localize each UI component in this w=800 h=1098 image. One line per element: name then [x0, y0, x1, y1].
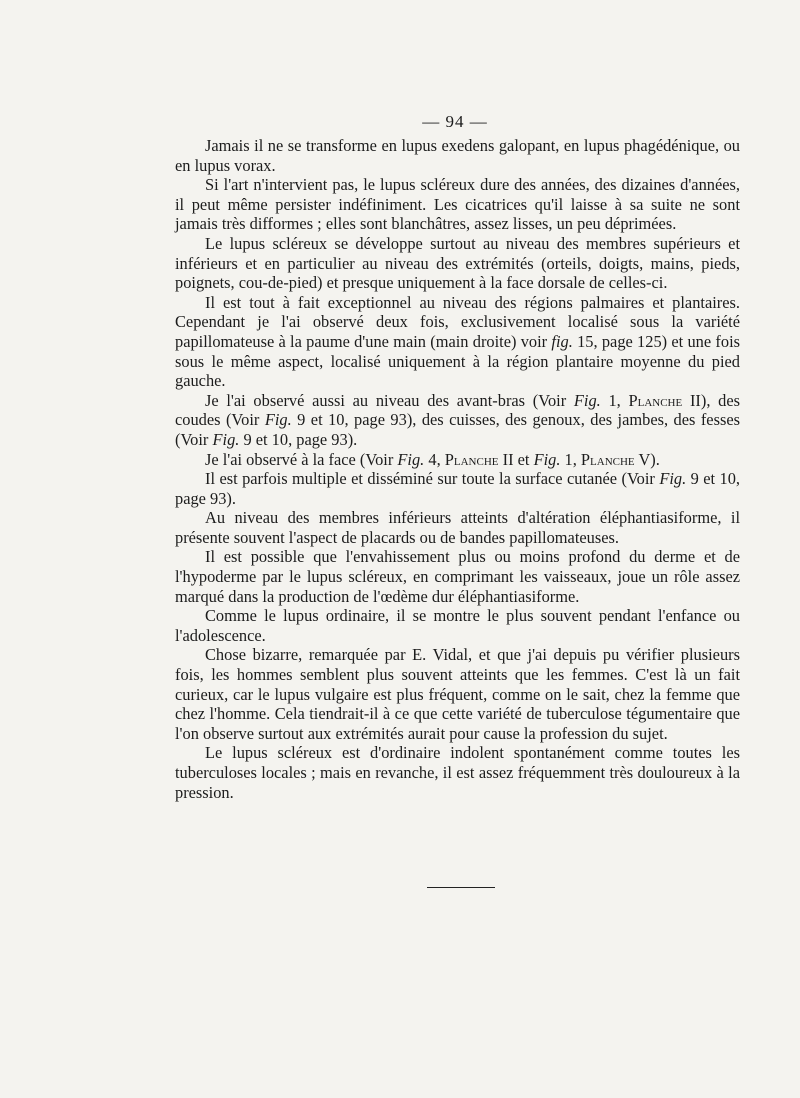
text-segment: 4, — [424, 449, 445, 469]
text-segment: 9 et 10, page 93), des cuisses, des genoux, des jambes, des fesses (Voir — [175, 410, 740, 449]
body-text — [175, 136, 740, 802]
paragraph — [175, 645, 740, 743]
text-segment: 1, — [600, 390, 629, 410]
paragraph — [175, 136, 740, 175]
text-segment: Le lupus scléreux se développe surtout au niveau des membres supérieurs et inférieurs et en particulier au niveau des extrémités (orteils, doigts, mains, pieds, poignets, cou-de-pied) et presque uniquement à la face dorsale de celles-ci. — [175, 233, 740, 293]
paragraph — [175, 743, 740, 802]
text-segment: Je l'ai observé aussi au niveau des avant-bras (Voir — [205, 390, 574, 410]
text-segment: Au niveau des membres inférieurs atteints d'altération éléphantiasiforme, il présente souvent l'aspect de placards ou de bandes papillomateuses. — [175, 508, 740, 547]
text-segment: Fig. — [264, 410, 292, 430]
text-segment: Le lupus scléreux est d'ordinaire indolent spontanément comme toutes les tuberculoses locales ; mais en revanche, il est assez fréquemment très douloureux à la pression. — [175, 743, 740, 802]
text-segment: Fig. — [573, 390, 601, 410]
text-segment: Jamais il ne se transforme en lupus exedens galopant, en lupus phagédénique, ou en lupus vorax. — [175, 136, 740, 175]
page-number: — 94 — — [422, 112, 488, 131]
text-segment: 9 et 10, page 93). — [175, 469, 740, 508]
text-segment: Chose bizarre, remarquée par E. Vidal, et que j'ai depuis pu vérifier plusieurs fois, les hommes semblent plus souvent atteints que les femmes. C'est là un fait curieux, car le lupus vulgaire est plus fréquent, comme on le sait, chez la femme que chez l'homme. Cela tiendrait-il à ce que cette variété de tuberculose tégumentaire que l'on observe surtout aux extrémités aurait pour cause la profession du sujet. — [175, 645, 740, 743]
paragraph — [175, 450, 740, 470]
text-segment: V). — [634, 449, 660, 469]
text-segment: Je l'ai observé à la face (Voir — [205, 449, 398, 469]
text-segment: II), des coudes (Voir — [175, 390, 740, 430]
paragraph — [175, 469, 740, 508]
paragraph — [175, 508, 740, 547]
paragraph — [175, 391, 740, 450]
text-segment: Il est tout à fait exceptionnel au niveau des régions palmaires et plantaires. Cependant je l'ai observé deux fois, exclusivement localisé sous la variété papillomateuse à la paume d'une main (main droite) voir — [175, 292, 740, 351]
paragraph — [175, 547, 740, 606]
text-segment: Comme le lupus ordinaire, il se montre le plus souvent pendant l'enfance ou l'adolescence. — [175, 606, 740, 645]
text-segment: 9 et 10, page 93). — [239, 429, 358, 449]
text-segment: Si l'art n'intervient pas, le lupus scléreux dure des années, des dizaines d'années, il peut même persister indéfiniment. Les cicatrices qu'il laisse à sa suite ne sont jamais très difformes ; elles sont blanchâtres, assez lisses, un peu déprimées. — [175, 175, 740, 234]
text-segment: fig. — [551, 331, 573, 351]
paragraph — [175, 606, 740, 645]
text-segment: 1, — [560, 449, 581, 469]
text-segment: Planche — [628, 390, 683, 410]
end-rule — [427, 887, 495, 888]
text-segment: Il est parfois multiple et disséminé sur toute la surface cutanée (Voir — [205, 469, 660, 489]
text-segment: Fig. — [659, 469, 687, 489]
text-segment: 15, page 125) et une fois sous le même aspect, localisé uniquement à la région plantaire moyenne du pied gauche. — [175, 331, 741, 391]
text-segment: Il est possible que l'envahissement plus ou moins profond du derme et de l'hypoderme par le lupus scléreux, en comprimant les vaisseaux, joue un rôle assez marqué dans la production de l'œdème dur éléphantiasiforme. — [175, 547, 740, 606]
text-segment: Fig. — [212, 429, 240, 449]
paragraph — [175, 293, 740, 391]
text-segment: Fig. — [397, 449, 425, 469]
text-segment: II et — [498, 449, 534, 469]
text-segment: Fig. — [533, 449, 561, 469]
paragraph — [175, 234, 740, 293]
text-segment: Planche — [444, 449, 499, 469]
paragraph — [175, 175, 740, 234]
text-segment: Planche — [580, 449, 635, 469]
